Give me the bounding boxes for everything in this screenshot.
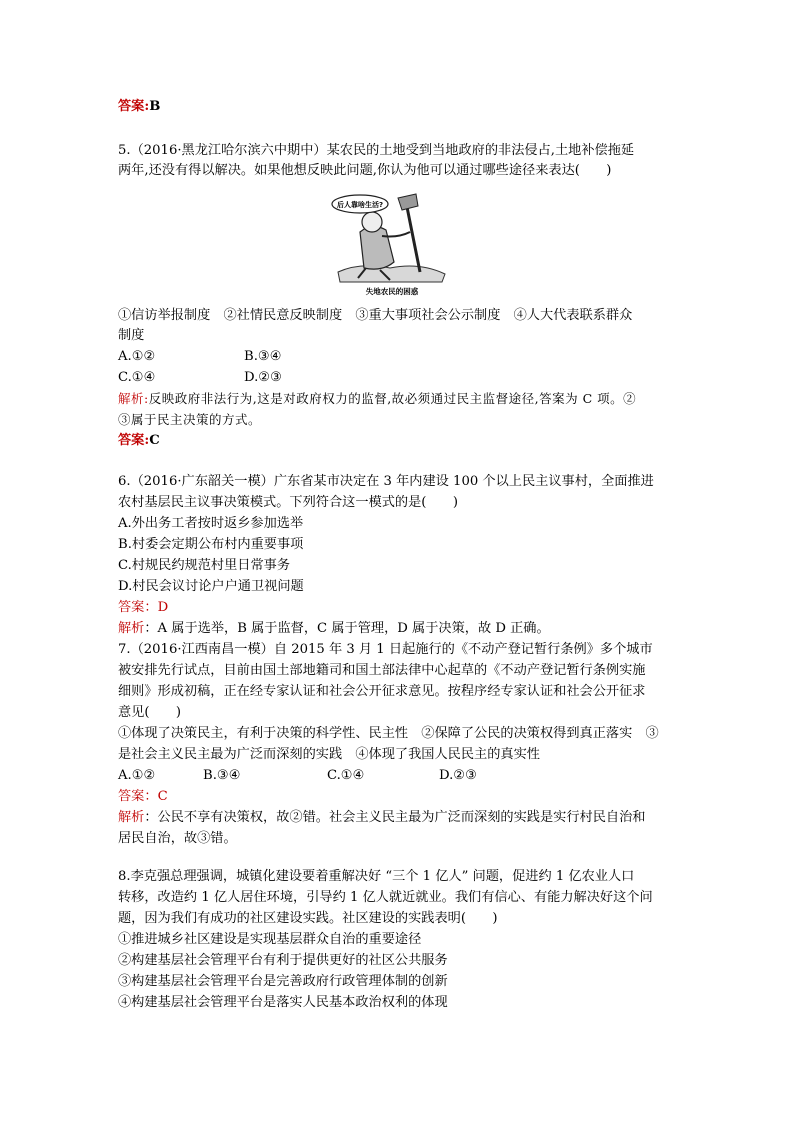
answer-label: 答案： bbox=[118, 600, 158, 615]
q5-option-c: C.①④ bbox=[118, 370, 156, 385]
q7-statements-line2: 是社会主义民主最为广泛而深刻的实践 ④体现了我国人民民主的真实性 bbox=[118, 747, 540, 762]
q7-analysis-line2: 居民自治，故③错。 bbox=[118, 831, 237, 846]
q8-stem-line3: 题，因为我们有成功的社区建设实践。社区建设的实践表明( ) bbox=[118, 911, 498, 926]
q8-statement-4: ④构建基层社会管理平台是落实人民基本政治权利的体现 bbox=[118, 995, 448, 1010]
q6-stem-line1: 6.（2016·广东韶关一模）广东省某市决定在 3 年内建设 100 个以上民主议事村，全面推进 bbox=[118, 474, 654, 489]
q5-option-d: D.②③ bbox=[244, 370, 282, 385]
analysis-label: 解析 bbox=[118, 621, 145, 636]
q7-analysis-line1 bbox=[118, 808, 646, 828]
q5-stem-line1: 5.（2016·黑龙江哈尔滨六中期中）某农民的土地受到当地政府的非法侵占,土地补偿拖延 bbox=[118, 143, 635, 158]
q7-option-b: B.③④ bbox=[203, 768, 241, 783]
q7-option-c: C.①④ bbox=[327, 768, 365, 783]
q7-statements-line1: ①体现了决策民主，有利于决策的科学性、民主性 ②保障了公民的决策权得到真正落实 ③ bbox=[118, 726, 659, 741]
q7-answer bbox=[118, 787, 168, 807]
q7-stem-line3: 细则》形成初稿，正在经专家认证和社会公开征求意见。按程序经专家认证和社会公开征求 bbox=[118, 684, 646, 699]
analysis-text: ：公民不享有决策权，故②错。社会主义民主最为广泛而深刻的实践是实行村民自治和 bbox=[144, 810, 646, 825]
figure-caption: 失地农民的困惑 bbox=[365, 287, 419, 296]
q6-option-c: C.村规民约规范村里日常事务 bbox=[118, 558, 291, 573]
answer-label: 答案: bbox=[118, 433, 150, 448]
q7-stem-line4: 意见( ) bbox=[118, 705, 182, 720]
q8-stem-line1: 8.李克强总理强调，城镇化建设要着重解决好 “三个 1 亿人” 问题，促进约 1 亿农业人口 bbox=[118, 869, 635, 884]
q6-answer bbox=[118, 598, 168, 618]
q5-analysis-line2: ③属于民主决策的方式。 bbox=[118, 412, 262, 427]
answer-value: C bbox=[157, 789, 168, 804]
q5-answer bbox=[118, 431, 160, 451]
q5-option-a: A.①② bbox=[118, 349, 156, 364]
q6-analysis bbox=[118, 619, 550, 639]
q4-answer bbox=[118, 97, 160, 117]
q7-option-a: A.①② bbox=[118, 768, 156, 783]
answer-value: C bbox=[149, 433, 160, 448]
q5-statements-line2: 制度 bbox=[118, 328, 145, 343]
q5-option-b: B.③④ bbox=[244, 349, 282, 364]
q5-stem-line2: 两年,还没有得以解决。如果他想反映此问题,你认为他可以通过哪些途径来表达( ) bbox=[118, 163, 612, 178]
answer-label: 答案: bbox=[118, 99, 150, 114]
q5-statements-line1: ①信访举报制度 ②社情民意反映制度 ③重大事项社会公示制度 ④人大代表联系群众 bbox=[118, 308, 633, 323]
q6-option-b: B.村委会定期公布村内重要事项 bbox=[118, 537, 304, 552]
q6-stem-line2: 农村基层民主议事决策模式。下列符合这一模式的是( ) bbox=[118, 495, 458, 510]
q8-statement-3: ③构建基层社会管理平台是完善政府行政管理体制的创新 bbox=[118, 974, 448, 989]
q8-statement-2: ②构建基层社会管理平台有利于提供更好的社区公共服务 bbox=[118, 953, 448, 968]
answer-label: 答案： bbox=[118, 789, 158, 804]
answer-value: D bbox=[157, 600, 169, 615]
analysis-text: ：A 属于选举，B 属于监督，C 属于管理，D 属于决策，故 D 正确。 bbox=[144, 621, 550, 636]
q5-cartoon-figure bbox=[320, 192, 460, 300]
analysis-label: 解析: bbox=[118, 391, 149, 406]
answer-value: B bbox=[149, 99, 161, 114]
q5-analysis-line1 bbox=[118, 389, 636, 409]
figure-bubble-text: 后人靠啥生活? bbox=[336, 201, 384, 209]
q8-stem-line2: 转移，改造约 1 亿人居住环境，引导约 1 亿人就近就业。我们有信心、有能力解决好这个问 bbox=[118, 890, 653, 905]
analysis-text: 反映政府非法行为,这是对政府权力的监督,故必须通过民主监督途径,答案为 C 项。② bbox=[148, 391, 637, 406]
q7-stem-line1: 7.（2016·江西南昌一模）自 2015 年 3 月 1 日起施行的《不动产登记暂行条例》多个城市 bbox=[118, 642, 653, 657]
analysis-label: 解析 bbox=[118, 810, 145, 825]
q7-stem-line2: 被安排先行试点，目前由国土部地籍司和国土部法律中心起草的《不动产登记暂行条例实施 bbox=[118, 663, 646, 678]
q8-statement-1: ①推进城乡社区建设是实现基层群众自治的重要途径 bbox=[118, 932, 422, 947]
q6-option-a: A.外出务工者按时返乡参加选举 bbox=[118, 516, 304, 531]
q6-option-d: D.村民会议讨论户户通卫视问题 bbox=[118, 579, 304, 594]
q7-option-d: D.②③ bbox=[439, 768, 477, 783]
